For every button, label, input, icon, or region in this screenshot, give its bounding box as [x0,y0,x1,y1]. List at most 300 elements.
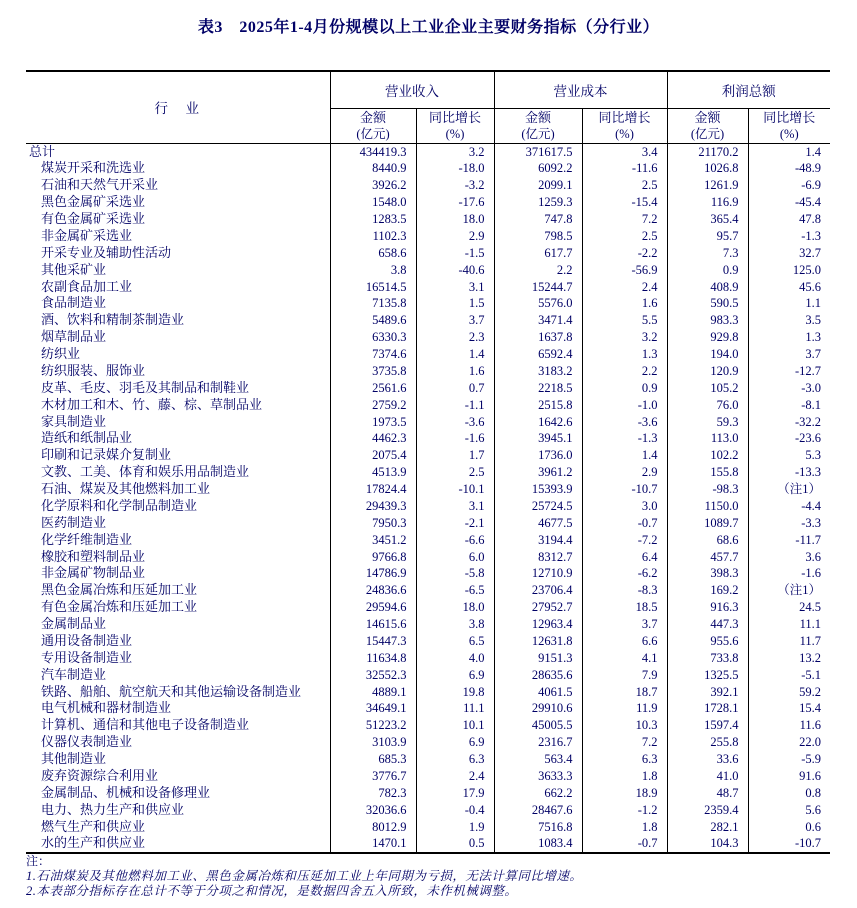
value-cell: 33.6 [667,751,748,768]
value-cell: 7.9 [582,667,667,684]
value-cell: 3.8 [416,616,494,633]
table-row [26,717,830,734]
value-cell: 2561.6 [372,380,407,395]
industry-cell: 计算机、通信和其他电子设备制造业 [26,717,330,734]
industry-cell: 黑色金属冶炼和压延加工业 [26,582,330,599]
value-cell: 15393.9 [494,481,582,498]
value-cell: 590.5 [667,295,748,312]
value-cell: 365.4 [667,211,748,228]
value-cell: 1728.1 [667,700,748,717]
value-cell: 2.4 [582,279,667,296]
value-cell: 19.8 [416,684,494,701]
value-cell: -3.0 [748,380,830,397]
value-cell: 2.4 [416,768,494,785]
table-row [26,160,830,177]
value-cell: -1.6 [416,430,494,447]
value-cell: 1736.0 [494,447,582,464]
value-cell: -45.4 [748,194,830,211]
value-cell: 8440.9 [372,161,407,176]
table-row [26,211,830,228]
value-cell: 120.9 [667,363,748,380]
value-cell: 434419.3 [359,144,407,159]
value-cell: -1.3 [748,228,830,245]
value-cell: 32.7 [748,245,830,262]
value-cell: 4462.3 [372,431,407,446]
value-cell: 6.3 [416,751,494,768]
industry-cell: 通用设备制造业 [26,633,330,650]
value-cell: -2.1 [416,515,494,532]
value-cell: 1283.5 [372,212,407,226]
value-cell: 4.0 [416,650,494,667]
value-cell: 1470.1 [372,836,407,851]
value-cell: 32036.6 [365,802,407,817]
value-cell: 3.2 [416,143,494,160]
value-cell: 1.6 [582,295,667,312]
value-cell: 7135.8 [372,296,407,311]
value-cell: 59.2 [748,684,830,701]
value-cell: 6.0 [416,549,494,566]
value-cell: -5.1 [748,667,830,684]
table-row [26,279,830,296]
value-cell: -10.1 [416,481,494,498]
value-cell: 1548.0 [372,195,407,210]
value-cell: -13.3 [748,464,830,481]
value-cell: 1259.3 [494,194,582,211]
value-cell: 7.2 [582,211,667,228]
value-cell: 14615.6 [365,617,407,631]
value-cell: 1.9 [416,819,494,836]
value-cell: 104.3 [667,835,748,853]
industry-cell: 造纸和纸制品业 [26,430,330,447]
value-cell: 9766.8 [372,549,407,564]
industry-cell: 其他采矿业 [26,262,330,279]
value-cell: 1.6 [416,363,494,380]
value-cell: 169.2 [667,582,748,599]
value-cell: 11.9 [582,700,667,717]
value-cell: 4061.5 [494,684,582,701]
table-row [26,464,830,481]
industry-cell: 金属制品业 [26,616,330,633]
value-cell: 102.2 [667,447,748,464]
header-profit-amount: 金额 (亿元) [667,108,748,143]
value-cell: 3926.2 [372,178,407,193]
value-cell: 2359.4 [667,802,748,819]
value-cell: 28635.6 [494,667,582,684]
value-cell: -11.6 [582,160,667,177]
value-cell: 3.1 [416,498,494,515]
value-cell: 2316.7 [494,734,582,751]
industry-cell: 有色金属冶炼和压延加工业 [26,599,330,616]
value-cell: 18.0 [416,599,494,616]
table-row [26,751,830,768]
industry-cell: 皮革、毛皮、羽毛及其制品和制鞋业 [26,380,330,397]
value-cell: 125.0 [748,262,830,279]
value-cell: -23.6 [748,430,830,447]
table-row [26,785,830,802]
value-cell: 8012.9 [372,819,407,834]
notes-label: 注： [26,854,51,868]
industry-cell: 纺织服装、服饰业 [26,363,330,380]
value-cell: 6.4 [582,549,667,566]
value-cell: 194.0 [667,346,748,363]
industry-cell: 煤炭开采和洗选业 [26,160,330,177]
value-cell: 1325.5 [667,667,748,684]
industry-cell: 水的生产和供应业 [26,835,330,853]
value-cell: 282.1 [667,819,748,836]
value-cell: 5489.6 [372,313,407,328]
value-cell: 371617.5 [494,143,582,160]
value-cell: 12631.8 [494,633,582,650]
value-cell: -0.4 [416,802,494,819]
value-cell: 255.8 [667,734,748,751]
value-cell: -0.7 [582,515,667,532]
value-cell: 3.1 [416,279,494,296]
table-row [26,616,830,633]
value-cell: 7.2 [582,734,667,751]
value-cell: 29910.6 [494,700,582,717]
value-cell: 11.7 [748,633,830,650]
value-cell: 6330.3 [372,330,407,345]
value-cell: 658.6 [378,245,407,260]
header-revenue-amount: 金额 (亿元) [330,108,416,143]
value-cell: -1.5 [416,245,494,262]
value-cell: 1.3 [748,329,830,346]
notes [26,854,836,899]
value-cell: 2.2 [582,363,667,380]
header-cost-growth: 同比增长 (%) [582,108,667,143]
financial-indicators-table [26,70,830,854]
header-group-row [26,71,830,108]
value-cell: 4889.1 [372,684,407,699]
value-cell: 3945.1 [494,430,582,447]
table-row [26,346,830,363]
value-cell: 3.0 [582,498,667,515]
table-row [26,633,830,650]
value-cell: 1.7 [416,447,494,464]
industry-cell: 家具制造业 [26,414,330,431]
value-cell: 7374.6 [372,347,407,361]
header-revenue-growth: 同比增长 (%) [416,108,494,143]
table-row [26,481,830,498]
value-cell: 6592.4 [494,346,582,363]
value-cell: 5.3 [748,447,830,464]
value-cell: -40.6 [416,262,494,279]
value-cell: 1083.4 [494,835,582,853]
value-cell: -10.7 [582,481,667,498]
value-cell: 398.3 [667,565,748,582]
value-cell: 0.8 [748,785,830,802]
value-cell: 17824.4 [365,482,407,496]
value-cell: 3.6 [748,549,830,566]
value-cell: 1637.8 [494,329,582,346]
value-cell: -1.1 [416,397,494,414]
value-cell: 1026.8 [667,160,748,177]
table-header [26,71,830,143]
value-cell: 617.7 [494,245,582,262]
value-cell: -2.2 [582,245,667,262]
value-cell: -6.9 [748,177,830,194]
value-cell: -56.9 [582,262,667,279]
table-row [26,582,830,599]
value-cell: -12.7 [748,363,830,380]
industry-cell: 酒、饮料和精制茶制造业 [26,312,330,329]
value-cell: 7516.8 [494,819,582,836]
industry-cell: 非金属矿物制品业 [26,565,330,582]
value-cell: -4.4 [748,498,830,515]
value-cell: 1.8 [582,819,667,836]
value-cell: 798.5 [494,228,582,245]
value-cell: 68.6 [667,532,748,549]
value-cell: 457.7 [667,549,748,566]
value-cell: 3.8 [390,262,407,277]
header-group-revenue: 营业收入 [330,71,494,108]
value-cell: -3.3 [748,515,830,532]
value-cell: 1973.5 [372,414,407,429]
industry-cell: 化学纤维制造业 [26,532,330,549]
table-row [26,819,830,836]
value-cell: 18.0 [416,211,494,228]
value-cell: 1261.9 [667,177,748,194]
industry-cell: 印刷和记录媒介复制业 [26,447,330,464]
value-cell: 7950.3 [372,515,407,530]
industry-cell: 文教、工美、体育和娱乐用品制造业 [26,464,330,481]
value-cell: 15447.3 [365,633,407,648]
value-cell: 0.9 [582,380,667,397]
value-cell: 45.6 [748,279,830,296]
value-cell: 3471.4 [494,312,582,329]
value-cell: 5.5 [582,312,667,329]
value-cell: 15244.7 [494,279,582,296]
value-cell: 155.8 [667,464,748,481]
header-cost-amount: 金额 (亿元) [494,108,582,143]
value-cell: 3194.4 [494,532,582,549]
header-group-profit: 利润总额 [667,71,830,108]
industry-cell: 非金属矿采选业 [26,228,330,245]
value-cell: 685.3 [378,752,407,766]
industry-cell: 废弃资源综合利用业 [26,768,330,785]
value-cell: 21170.2 [667,143,748,160]
value-cell: （注1） [748,481,830,498]
table-row [26,312,830,329]
value-cell: 6092.2 [494,160,582,177]
industry-cell: 石油和天然气开采业 [26,177,330,194]
table-row [26,430,830,447]
value-cell: 18.7 [582,684,667,701]
value-cell: 2218.5 [494,380,582,397]
value-cell: 563.4 [494,751,582,768]
value-cell: 116.9 [667,194,748,211]
value-cell: -6.6 [416,532,494,549]
value-cell: 3183.2 [494,363,582,380]
table-row [26,734,830,751]
value-cell: 51223.2 [365,718,407,733]
value-cell: 2.3 [416,329,494,346]
value-cell: 983.3 [667,312,748,329]
value-cell: 1642.6 [494,414,582,431]
value-cell: 2515.8 [494,397,582,414]
header-industry: 行 业 [26,71,330,143]
value-cell: 25724.5 [494,498,582,515]
value-cell: （注1） [748,582,830,599]
value-cell: 3.7 [416,312,494,329]
value-cell: 113.0 [667,430,748,447]
value-cell: -0.7 [582,835,667,853]
value-cell: 34649.1 [365,701,407,716]
note-item-1: 1.石油煤炭及其他燃料加工业、黑色金属冶炼和压延加工业上年同期为亏损，无法计算同比增速。 [26,869,583,883]
value-cell: 1102.3 [372,228,407,243]
header-profit-growth: 同比增长 (%) [748,108,830,143]
table-row [26,684,830,701]
value-cell: 2.5 [582,177,667,194]
value-cell: 29594.6 [365,600,407,615]
value-cell: 1.1 [748,295,830,312]
value-cell: 0.6 [748,819,830,836]
value-cell: 0.7 [416,380,494,397]
industry-cell: 电力、热力生产和供应业 [26,802,330,819]
table-row [26,667,830,684]
value-cell: 23706.4 [494,582,582,599]
value-cell: 1597.4 [667,717,748,734]
value-cell: -15.4 [582,194,667,211]
value-cell: -1.6 [748,565,830,582]
value-cell: 32552.3 [365,667,407,682]
note-item-2: 2.本表部分指标存在总计不等于分项之和情况，是数据四舍五入所致，未作机械调整。 [26,884,518,898]
value-cell: 48.7 [667,785,748,802]
value-cell: 3.7 [582,616,667,633]
value-cell: 11.1 [416,700,494,717]
value-cell: 3.5 [748,312,830,329]
value-cell: 4513.9 [372,465,407,480]
table-row [26,245,830,262]
industry-cell: 农副食品加工业 [26,279,330,296]
value-cell: 14786.9 [365,566,407,581]
value-cell: 11.6 [748,717,830,734]
value-cell: 27952.7 [494,599,582,616]
value-cell: 28467.6 [494,802,582,819]
industry-cell: 总计 [26,143,330,160]
value-cell: 29439.3 [365,498,407,513]
value-cell: 1.4 [582,447,667,464]
value-cell: 3.7 [748,346,830,363]
value-cell: 1.3 [582,346,667,363]
value-cell: 392.1 [667,684,748,701]
value-cell: 3.2 [582,329,667,346]
industry-cell: 有色金属矿采选业 [26,211,330,228]
table-row [26,549,830,566]
value-cell: 22.0 [748,734,830,751]
value-cell: 105.2 [667,380,748,397]
value-cell: 3633.3 [494,768,582,785]
table-row [26,650,830,667]
value-cell: 11634.8 [366,650,407,665]
table-row [26,329,830,346]
value-cell: 7.3 [667,245,748,262]
industry-cell: 电气机械和器材制造业 [26,700,330,717]
value-cell: 0.5 [416,835,494,853]
table-row [26,835,830,853]
industry-cell: 其他制造业 [26,751,330,768]
industry-cell: 橡胶和塑料制品业 [26,549,330,566]
value-cell: -18.0 [416,160,494,177]
value-cell: -1.2 [582,802,667,819]
value-cell: 408.9 [667,279,748,296]
table-row [26,599,830,616]
value-cell: 18.5 [582,599,667,616]
value-cell: -10.7 [748,835,830,853]
value-cell: 8312.7 [494,549,582,566]
table-row [26,700,830,717]
value-cell: -11.7 [748,532,830,549]
value-cell: 447.3 [667,616,748,633]
value-cell: 3.4 [582,143,667,160]
value-cell: 6.9 [416,667,494,684]
value-cell: 6.9 [416,734,494,751]
value-cell: 6.5 [416,633,494,650]
table-row [26,515,830,532]
value-cell: 3776.7 [372,768,407,783]
table-row [26,397,830,414]
value-cell: 5576.0 [494,295,582,312]
industry-cell: 汽车制造业 [26,667,330,684]
value-cell: -98.3 [667,481,748,498]
value-cell: 929.8 [667,329,748,346]
value-cell: 6.6 [582,633,667,650]
value-cell: 45005.5 [494,717,582,734]
industry-cell: 专用设备制造业 [26,650,330,667]
value-cell: -6.2 [582,565,667,582]
value-cell: 1.8 [582,768,667,785]
value-cell: 2075.4 [372,448,407,463]
value-cell: -3.6 [582,414,667,431]
value-cell: -8.1 [748,397,830,414]
industry-cell: 金属制品、机械和设备修理业 [26,785,330,802]
value-cell: 9151.3 [494,650,582,667]
value-cell: 1.5 [416,295,494,312]
value-cell: 76.0 [667,397,748,414]
table-row [26,228,830,245]
value-cell: 41.0 [667,768,748,785]
industry-cell: 木材加工和木、竹、藤、棕、草制品业 [26,397,330,414]
industry-cell: 石油、煤炭及其他燃料加工业 [26,481,330,498]
value-cell: 95.7 [667,228,748,245]
value-cell: 3961.2 [494,464,582,481]
value-cell: 91.6 [748,768,830,785]
value-cell: 59.3 [667,414,748,431]
table-row [26,565,830,582]
header-group-cost: 营业成本 [494,71,667,108]
page-title: 表3 2025年1-4月份规模以上工业企业主要财务指标（分行业） [197,19,660,36]
value-cell: 1150.0 [667,498,748,515]
value-cell: 2.9 [416,228,494,245]
value-cell: -5.9 [748,751,830,768]
value-cell: 916.3 [667,599,748,616]
industry-cell: 纺织业 [26,346,330,363]
table-row [26,498,830,515]
value-cell: 1.4 [416,346,494,363]
value-cell: 5.6 [748,802,830,819]
value-cell: -48.9 [748,160,830,177]
table-row [26,262,830,279]
value-cell: 3735.8 [372,363,407,378]
value-cell: 2099.1 [494,177,582,194]
industry-cell: 黑色金属矿采选业 [26,194,330,211]
value-cell: 18.9 [582,785,667,802]
value-cell: 6.3 [582,751,667,768]
table-row [26,380,830,397]
value-cell: -6.5 [416,582,494,599]
value-cell: -1.3 [582,430,667,447]
table-row [26,532,830,549]
